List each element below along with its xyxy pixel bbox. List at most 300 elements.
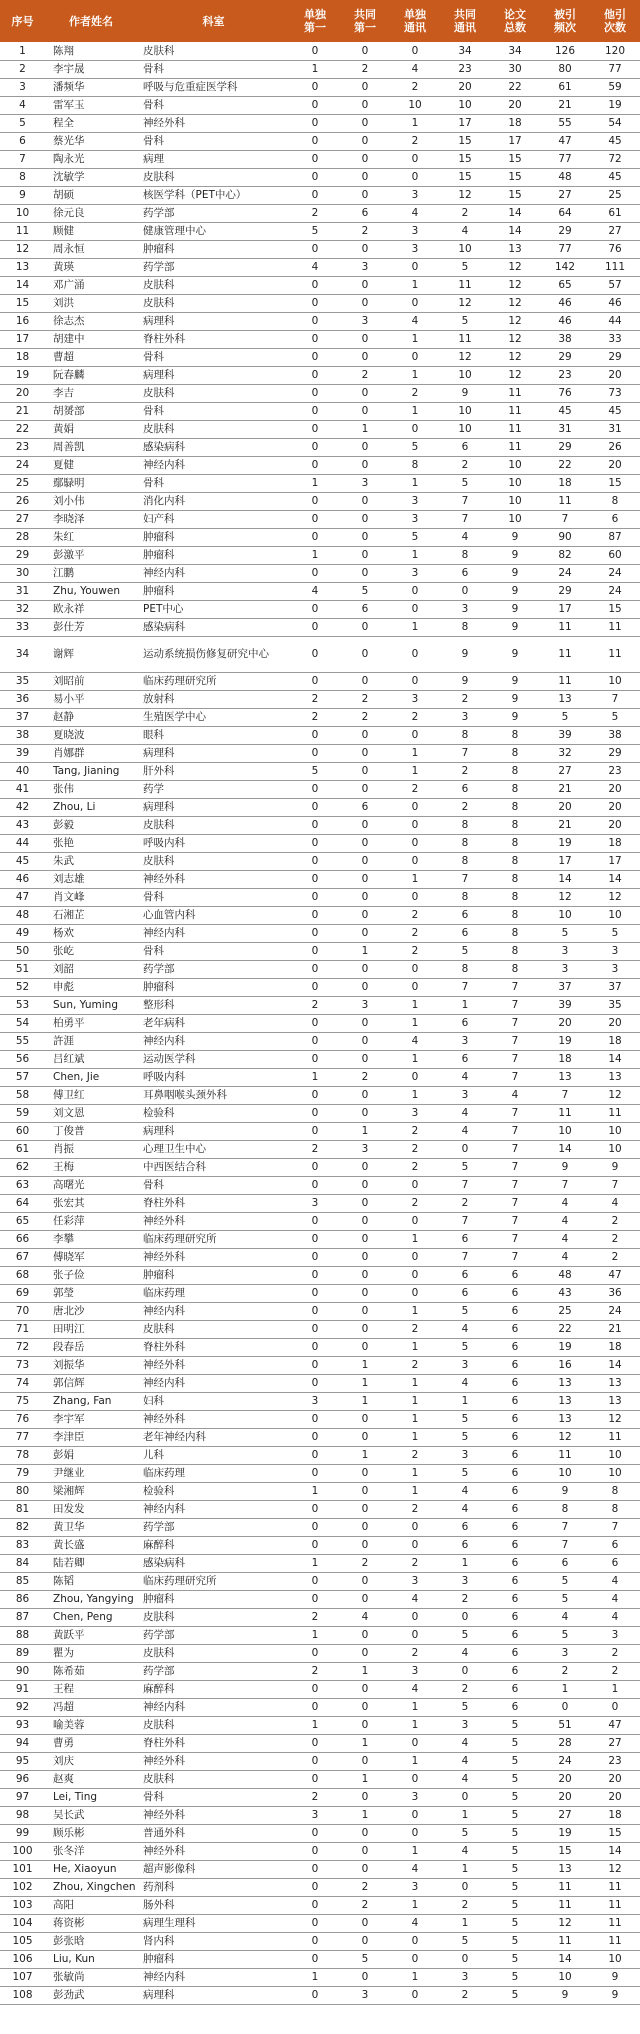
cell-sole-first: 5 — [290, 222, 340, 240]
cell-co-first: 0 — [340, 906, 390, 924]
cell-co-first: 0 — [340, 330, 390, 348]
cell-co-first: 0 — [340, 1014, 390, 1032]
cell-index: 84 — [0, 1554, 45, 1572]
table-row — [0, 42, 640, 60]
cell-co-corresponding: 4 — [440, 222, 490, 240]
cell-sole-corresponding: 0 — [390, 294, 440, 312]
cell-index: 86 — [0, 1590, 45, 1608]
cell-index: 34 — [0, 636, 45, 672]
cell-sole-corresponding: 1 — [390, 1464, 440, 1482]
cell-department: 皮肤科 — [137, 42, 290, 60]
cell-citations: 25 — [540, 1302, 590, 1320]
cell-total-papers: 10 — [490, 456, 540, 474]
cell-co-first: 0 — [340, 402, 390, 420]
cell-author-name: 肖娜群 — [45, 744, 137, 762]
cell-sole-corresponding: 2 — [390, 906, 440, 924]
cell-index: 50 — [0, 942, 45, 960]
cell-sole-first: 2 — [290, 996, 340, 1014]
cell-index: 28 — [0, 528, 45, 546]
cell-other-citations: 13 — [590, 1392, 640, 1410]
cell-index: 94 — [0, 1734, 45, 1752]
table-row — [0, 546, 640, 564]
cell-citations: 7 — [540, 1536, 590, 1554]
table-row — [0, 168, 640, 186]
cell-citations: 48 — [540, 1266, 590, 1284]
table-row — [0, 438, 640, 456]
cell-co-first: 0 — [340, 1320, 390, 1338]
cell-author-name: 王梅 — [45, 1158, 137, 1176]
cell-citations: 47 — [540, 132, 590, 150]
cell-citations: 37 — [540, 978, 590, 996]
cell-sole-first: 0 — [290, 1590, 340, 1608]
cell-sole-corresponding: 0 — [390, 1806, 440, 1824]
cell-co-corresponding: 5 — [440, 1824, 490, 1842]
cell-co-corresponding: 7 — [440, 1176, 490, 1194]
cell-co-first: 0 — [340, 1248, 390, 1266]
cell-sole-corresponding: 0 — [390, 1734, 440, 1752]
cell-sole-first: 0 — [290, 1032, 340, 1050]
cell-sole-first: 3 — [290, 1194, 340, 1212]
cell-index: 81 — [0, 1500, 45, 1518]
cell-sole-first: 0 — [290, 852, 340, 870]
cell-co-first: 0 — [340, 744, 390, 762]
cell-co-first: 0 — [340, 1968, 390, 1986]
cell-department: 普通外科 — [137, 1824, 290, 1842]
table-row — [0, 564, 640, 582]
cell-sole-corresponding: 1 — [390, 366, 440, 384]
cell-sole-corresponding: 2 — [390, 1446, 440, 1464]
cell-sole-corresponding: 3 — [390, 492, 440, 510]
cell-author-name: 黄卫华 — [45, 1518, 137, 1536]
cell-co-first: 0 — [340, 1572, 390, 1590]
cell-total-papers: 7 — [490, 1158, 540, 1176]
cell-citations: 16 — [540, 1356, 590, 1374]
cell-co-corresponding: 7 — [440, 1248, 490, 1266]
cell-index: 72 — [0, 1338, 45, 1356]
cell-citations: 82 — [540, 546, 590, 564]
table-row — [0, 618, 640, 636]
cell-sole-first: 0 — [290, 816, 340, 834]
cell-other-citations: 10 — [590, 1950, 640, 1968]
cell-department: 神经外科 — [137, 1752, 290, 1770]
cell-citations: 19 — [540, 1338, 590, 1356]
cell-index: 66 — [0, 1230, 45, 1248]
cell-department: 中西医结合科 — [137, 1158, 290, 1176]
cell-index: 87 — [0, 1608, 45, 1626]
cell-citations: 9 — [540, 1986, 590, 2004]
cell-index: 79 — [0, 1464, 45, 1482]
cell-citations: 3 — [540, 1644, 590, 1662]
header-co-corresponding: 共同 通讯 — [440, 0, 490, 42]
cell-author-name: 夏健 — [45, 456, 137, 474]
cell-sole-first: 0 — [290, 1860, 340, 1878]
cell-sole-first: 1 — [290, 1554, 340, 1572]
cell-index: 6 — [0, 132, 45, 150]
cell-department: 妇科 — [137, 1392, 290, 1410]
cell-sole-corresponding: 10 — [390, 96, 440, 114]
cell-other-citations: 11 — [590, 1914, 640, 1932]
cell-department: 皮肤科 — [137, 1608, 290, 1626]
cell-author-name: 徐元良 — [45, 204, 137, 222]
cell-total-papers: 5 — [490, 1896, 540, 1914]
cell-co-corresponding: 10 — [440, 240, 490, 258]
cell-sole-corresponding: 3 — [390, 564, 440, 582]
cell-other-citations: 0 — [590, 1698, 640, 1716]
cell-department: 临床药理 — [137, 1464, 290, 1482]
table-row — [0, 1788, 640, 1806]
cell-other-citations: 120 — [590, 42, 640, 60]
cell-co-first: 0 — [340, 1788, 390, 1806]
cell-author-name: 周善凯 — [45, 438, 137, 456]
cell-index: 98 — [0, 1806, 45, 1824]
cell-co-corresponding: 2 — [440, 1590, 490, 1608]
cell-co-first: 0 — [340, 1698, 390, 1716]
cell-total-papers: 8 — [490, 942, 540, 960]
cell-author-name: 胡硕 — [45, 186, 137, 204]
cell-citations: 18 — [540, 1050, 590, 1068]
cell-other-citations: 44 — [590, 312, 640, 330]
cell-sole-corresponding: 1 — [390, 1842, 440, 1860]
cell-sole-corresponding: 0 — [390, 726, 440, 744]
cell-sole-corresponding: 1 — [390, 330, 440, 348]
cell-department: 药学部 — [137, 1626, 290, 1644]
cell-co-corresponding: 5 — [440, 1932, 490, 1950]
cell-total-papers: 8 — [490, 924, 540, 942]
cell-total-papers: 7 — [490, 1230, 540, 1248]
cell-co-first: 1 — [340, 942, 390, 960]
cell-sole-first: 0 — [290, 366, 340, 384]
table-row — [0, 942, 640, 960]
cell-author-name: 朱武 — [45, 852, 137, 870]
cell-total-papers: 8 — [490, 834, 540, 852]
cell-sole-corresponding: 2 — [390, 780, 440, 798]
cell-author-name: 段春岳 — [45, 1338, 137, 1356]
cell-department: 肿瘤科 — [137, 1266, 290, 1284]
cell-department: 呼吸与危重症医学科 — [137, 78, 290, 96]
cell-author-name: 彭激平 — [45, 546, 137, 564]
cell-citations: 2 — [540, 1662, 590, 1680]
cell-sole-corresponding: 1 — [390, 762, 440, 780]
table-row — [0, 1752, 640, 1770]
cell-co-corresponding: 4 — [440, 528, 490, 546]
cell-citations: 4 — [540, 1608, 590, 1626]
cell-sole-first: 0 — [290, 1428, 340, 1446]
cell-sole-corresponding: 0 — [390, 888, 440, 906]
cell-sole-corresponding: 4 — [390, 1680, 440, 1698]
table-row — [0, 510, 640, 528]
cell-other-citations: 19 — [590, 96, 640, 114]
cell-sole-first: 0 — [290, 600, 340, 618]
cell-co-first: 0 — [340, 1752, 390, 1770]
cell-co-first: 2 — [340, 708, 390, 726]
cell-author-name: 高阳 — [45, 1896, 137, 1914]
cell-total-papers: 7 — [490, 1176, 540, 1194]
cell-author-name: 程全 — [45, 114, 137, 132]
table-row — [0, 1194, 640, 1212]
cell-co-first: 2 — [340, 222, 390, 240]
cell-sole-first: 1 — [290, 474, 340, 492]
cell-sole-first: 0 — [290, 744, 340, 762]
cell-sole-corresponding: 0 — [390, 798, 440, 816]
cell-index: 22 — [0, 420, 45, 438]
cell-index: 60 — [0, 1122, 45, 1140]
cell-citations: 61 — [540, 78, 590, 96]
cell-index: 4 — [0, 96, 45, 114]
cell-total-papers: 10 — [490, 492, 540, 510]
cell-total-papers: 7 — [490, 1068, 540, 1086]
table-row — [0, 1914, 640, 1932]
cell-index: 36 — [0, 690, 45, 708]
cell-department: 脊柱外科 — [137, 1338, 290, 1356]
cell-sole-corresponding: 3 — [390, 240, 440, 258]
cell-author-name: 吴长武 — [45, 1806, 137, 1824]
cell-citations: 76 — [540, 384, 590, 402]
table-row — [0, 1014, 640, 1032]
cell-sole-first: 1 — [290, 1482, 340, 1500]
cell-citations: 9 — [540, 1482, 590, 1500]
header-citations: 被引 频次 — [540, 0, 590, 42]
cell-total-papers: 11 — [490, 420, 540, 438]
cell-department: 脊柱外科 — [137, 1194, 290, 1212]
table-row — [0, 834, 640, 852]
cell-sole-corresponding: 1 — [390, 996, 440, 1014]
cell-sole-first: 0 — [290, 618, 340, 636]
cell-co-first: 0 — [340, 294, 390, 312]
cell-total-papers: 5 — [490, 1968, 540, 1986]
cell-co-first: 0 — [340, 1284, 390, 1302]
cell-index: 45 — [0, 852, 45, 870]
cell-index: 75 — [0, 1392, 45, 1410]
cell-citations: 24 — [540, 1752, 590, 1770]
cell-index: 51 — [0, 960, 45, 978]
cell-co-first: 1 — [340, 420, 390, 438]
cell-co-corresponding: 5 — [440, 942, 490, 960]
cell-index: 54 — [0, 1014, 45, 1032]
cell-sole-corresponding: 0 — [390, 42, 440, 60]
cell-total-papers: 5 — [490, 1806, 540, 1824]
cell-department: 皮肤科 — [137, 276, 290, 294]
cell-co-corresponding: 2 — [440, 1194, 490, 1212]
cell-sole-corresponding: 1 — [390, 1014, 440, 1032]
cell-sole-first: 0 — [290, 42, 340, 60]
cell-co-first: 0 — [340, 1824, 390, 1842]
cell-co-first: 0 — [340, 834, 390, 852]
cell-sole-corresponding: 0 — [390, 600, 440, 618]
cell-co-corresponding: 6 — [440, 924, 490, 942]
cell-total-papers: 15 — [490, 150, 540, 168]
cell-sole-corresponding: 0 — [390, 348, 440, 366]
table-row — [0, 816, 640, 834]
cell-co-first: 0 — [340, 1860, 390, 1878]
cell-other-citations: 87 — [590, 528, 640, 546]
cell-author-name: 蔡光华 — [45, 132, 137, 150]
cell-citations: 11 — [540, 1446, 590, 1464]
cell-sole-first: 0 — [290, 1158, 340, 1176]
table-row — [0, 1104, 640, 1122]
table-row — [0, 402, 640, 420]
cell-sole-corresponding: 1 — [390, 1338, 440, 1356]
cell-sole-corresponding: 1 — [390, 1086, 440, 1104]
cell-co-corresponding: 10 — [440, 96, 490, 114]
cell-department: 神经内科 — [137, 1698, 290, 1716]
cell-total-papers: 5 — [490, 1770, 540, 1788]
cell-co-corresponding: 17 — [440, 114, 490, 132]
cell-sole-first: 0 — [290, 1698, 340, 1716]
cell-author-name: 郭信辉 — [45, 1374, 137, 1392]
cell-sole-corresponding: 1 — [390, 744, 440, 762]
cell-co-first: 0 — [340, 492, 390, 510]
cell-citations: 11 — [540, 1878, 590, 1896]
table-row — [0, 240, 640, 258]
table-row — [0, 1446, 640, 1464]
cell-co-corresponding: 8 — [440, 852, 490, 870]
cell-co-first: 0 — [340, 1212, 390, 1230]
table-row — [0, 60, 640, 78]
cell-co-first: 0 — [340, 870, 390, 888]
cell-total-papers: 6 — [490, 1338, 540, 1356]
cell-citations: 31 — [540, 420, 590, 438]
cell-sole-corresponding: 2 — [390, 708, 440, 726]
cell-co-first: 0 — [340, 852, 390, 870]
cell-department: 骨科 — [137, 474, 290, 492]
cell-other-citations: 23 — [590, 762, 640, 780]
cell-co-first: 5 — [340, 1950, 390, 1968]
cell-sole-first: 0 — [290, 726, 340, 744]
cell-other-citations: 8 — [590, 1500, 640, 1518]
cell-author-name: 傅晓军 — [45, 1248, 137, 1266]
cell-total-papers: 5 — [490, 1842, 540, 1860]
header-co-first: 共同 第一 — [340, 0, 390, 42]
cell-citations: 13 — [540, 1410, 590, 1428]
cell-citations: 80 — [540, 60, 590, 78]
cell-author-name: 曹勇 — [45, 1734, 137, 1752]
cell-department: 脊柱外科 — [137, 330, 290, 348]
cell-other-citations: 47 — [590, 1716, 640, 1734]
cell-co-corresponding: 4 — [440, 1734, 490, 1752]
cell-co-corresponding: 4 — [440, 1122, 490, 1140]
cell-sole-first: 0 — [290, 294, 340, 312]
cell-citations: 11 — [540, 1104, 590, 1122]
cell-citations: 20 — [540, 798, 590, 816]
cell-co-corresponding: 6 — [440, 438, 490, 456]
cell-co-corresponding: 1 — [440, 996, 490, 1014]
cell-citations: 29 — [540, 348, 590, 366]
cell-co-corresponding: 4 — [440, 1752, 490, 1770]
cell-co-first: 3 — [340, 312, 390, 330]
cell-co-first: 3 — [340, 1140, 390, 1158]
cell-other-citations: 10 — [590, 906, 640, 924]
table-row — [0, 726, 640, 744]
cell-index: 76 — [0, 1410, 45, 1428]
cell-co-first: 0 — [340, 1302, 390, 1320]
table-row — [0, 1644, 640, 1662]
cell-sole-corresponding: 3 — [390, 1104, 440, 1122]
cell-co-corresponding: 1 — [440, 1914, 490, 1932]
cell-sole-first: 0 — [290, 1086, 340, 1104]
cell-citations: 11 — [540, 636, 590, 672]
cell-author-name: 易小平 — [45, 690, 137, 708]
table-row — [0, 888, 640, 906]
cell-co-corresponding: 3 — [440, 1086, 490, 1104]
cell-index: 7 — [0, 150, 45, 168]
cell-sole-corresponding: 4 — [390, 1590, 440, 1608]
cell-sole-first: 0 — [290, 1950, 340, 1968]
table-row — [0, 1698, 640, 1716]
cell-co-first: 0 — [340, 546, 390, 564]
cell-sole-corresponding: 1 — [390, 114, 440, 132]
cell-other-citations: 6 — [590, 1536, 640, 1554]
cell-total-papers: 6 — [490, 1356, 540, 1374]
cell-department: 药学部 — [137, 1662, 290, 1680]
cell-sole-first: 1 — [290, 1068, 340, 1086]
cell-index: 35 — [0, 672, 45, 690]
cell-co-first: 0 — [340, 1104, 390, 1122]
cell-other-citations: 9 — [590, 1986, 640, 2004]
cell-sole-first: 0 — [290, 1878, 340, 1896]
cell-sole-first: 2 — [290, 708, 340, 726]
cell-sole-corresponding: 0 — [390, 1176, 440, 1194]
cell-co-first: 2 — [340, 60, 390, 78]
cell-sole-first: 0 — [290, 1104, 340, 1122]
cell-sole-corresponding: 0 — [390, 1248, 440, 1266]
cell-sole-first: 0 — [290, 942, 340, 960]
cell-sole-first: 0 — [290, 1266, 340, 1284]
cell-sole-corresponding: 2 — [390, 1356, 440, 1374]
cell-department: 皮肤科 — [137, 1770, 290, 1788]
cell-co-corresponding: 3 — [440, 600, 490, 618]
cell-other-citations: 10 — [590, 1140, 640, 1158]
cell-other-citations: 31 — [590, 420, 640, 438]
cell-citations: 11 — [540, 1932, 590, 1950]
cell-index: 89 — [0, 1644, 45, 1662]
cell-index: 107 — [0, 1968, 45, 1986]
cell-total-papers: 6 — [490, 1662, 540, 1680]
cell-sole-first: 0 — [290, 1770, 340, 1788]
cell-department: 感染病科 — [137, 438, 290, 456]
cell-other-citations: 14 — [590, 870, 640, 888]
cell-index: 8 — [0, 168, 45, 186]
cell-author-name: 石湘芷 — [45, 906, 137, 924]
cell-total-papers: 6 — [490, 1374, 540, 1392]
cell-total-papers: 5 — [490, 1752, 540, 1770]
cell-other-citations: 2 — [590, 1230, 640, 1248]
table-row — [0, 1878, 640, 1896]
cell-sole-corresponding: 0 — [390, 420, 440, 438]
cell-sole-first: 0 — [290, 1824, 340, 1842]
table-row — [0, 1248, 640, 1266]
cell-sole-first: 0 — [290, 1842, 340, 1860]
cell-co-corresponding: 9 — [440, 384, 490, 402]
cell-author-name: 許涯 — [45, 1032, 137, 1050]
cell-department: 病理生理科 — [137, 1914, 290, 1932]
cell-other-citations: 2 — [590, 1644, 640, 1662]
cell-citations: 21 — [540, 96, 590, 114]
cell-citations: 46 — [540, 294, 590, 312]
table-row — [0, 780, 640, 798]
cell-sole-first: 0 — [290, 114, 340, 132]
cell-sole-first: 4 — [290, 258, 340, 276]
cell-co-first: 0 — [340, 960, 390, 978]
cell-author-name: 夏晓波 — [45, 726, 137, 744]
cell-index: 1 — [0, 42, 45, 60]
cell-other-citations: 33 — [590, 330, 640, 348]
cell-other-citations: 26 — [590, 438, 640, 456]
table-row — [0, 1302, 640, 1320]
table-row — [0, 1932, 640, 1950]
cell-index: 93 — [0, 1716, 45, 1734]
cell-co-first: 0 — [340, 348, 390, 366]
cell-sole-first: 0 — [290, 672, 340, 690]
